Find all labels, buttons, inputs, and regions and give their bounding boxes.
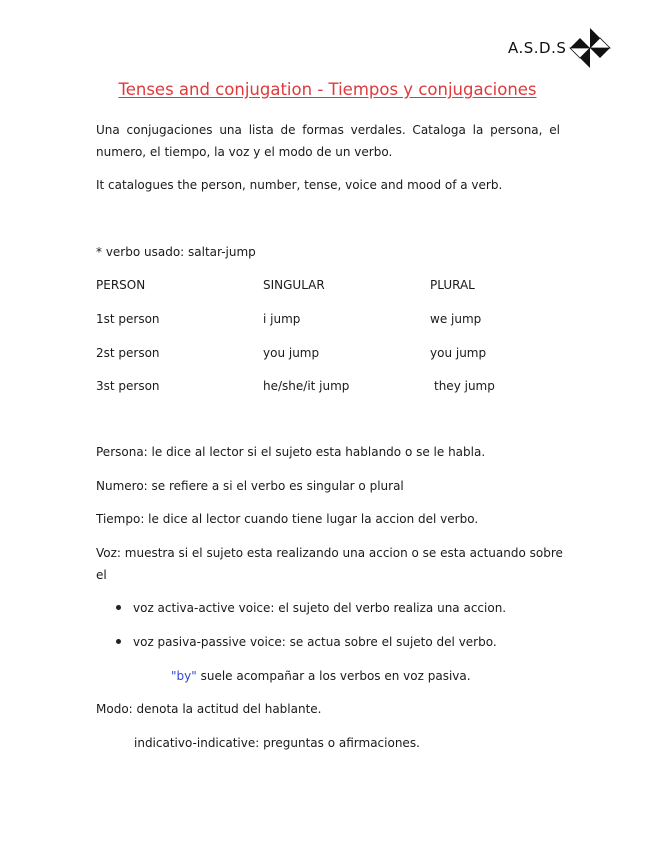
table-header-row (96, 274, 516, 296)
bullet-icon (116, 639, 121, 644)
cell-plural: they jump (434, 379, 495, 393)
cell-singular: he/she/it jump (263, 379, 350, 393)
cell-singular: you jump (263, 346, 320, 360)
bullet-text: voz pasiva-passive voice: se actua sobre el sujeto del verbo. (133, 635, 497, 649)
bullet-icon (116, 605, 121, 610)
cell-plural: you jump (430, 346, 487, 360)
definition-voz-continued: el (96, 568, 107, 582)
definition-modo: Modo: denota la actitud del hablante. (96, 702, 322, 716)
definition-voz: Voz: muestra si el sujeto esta realizando una accion o se esta actuando sobre (96, 546, 563, 560)
header-singular: SINGULAR (263, 278, 325, 292)
intro-english: It catalogues the person, number, tense, voice and mood of a verb. (96, 178, 503, 192)
bullet-text: voz activa-active voice: el sujeto del verbo realiza una accion. (133, 601, 507, 615)
table-row (96, 375, 516, 397)
header-person: PERSON (96, 278, 146, 292)
by-note-text: suele acompañar a los verbos en voz pasiva. (196, 669, 471, 683)
table-row (96, 342, 516, 364)
cell-person: 3st person (96, 379, 160, 393)
definition-numero: Numero: se refiere a si el verbo es singular o plural (96, 479, 404, 493)
pinwheel-icon (568, 26, 612, 70)
table-row (96, 308, 516, 330)
cell-singular: i jump (263, 312, 301, 326)
definition-tiempo: Tiempo: le dice al lector cuando tiene lugar la accion del verbo. (96, 512, 479, 526)
cell-person: 2st person (96, 346, 160, 360)
definition-persona: Persona: le dice al lector si el sujeto esta hablando o se le habla. (96, 445, 486, 459)
logo-text: A.S.D.S (508, 39, 567, 57)
modo-example: indicativo-indicative: preguntas o afirmaciones. (134, 736, 420, 750)
page-title: Tenses and conjugation - Tiempos y conjugaciones (118, 80, 537, 99)
cell-plural: we jump (430, 312, 482, 326)
logo (508, 26, 612, 70)
by-note (171, 665, 471, 687)
list-item (116, 597, 506, 619)
verb-note: * verbo usado: saltar-jump (96, 245, 256, 259)
by-highlight: "by" (171, 669, 197, 683)
list-item (116, 631, 497, 653)
header-plural: PLURAL (430, 278, 475, 292)
intro-spanish: Una conjugaciones una lista de formas verdales. Cataloga la persona, el numero, el tiempo, la voz y el modo de un verbo. (96, 123, 560, 159)
cell-person: 1st person (96, 312, 160, 326)
